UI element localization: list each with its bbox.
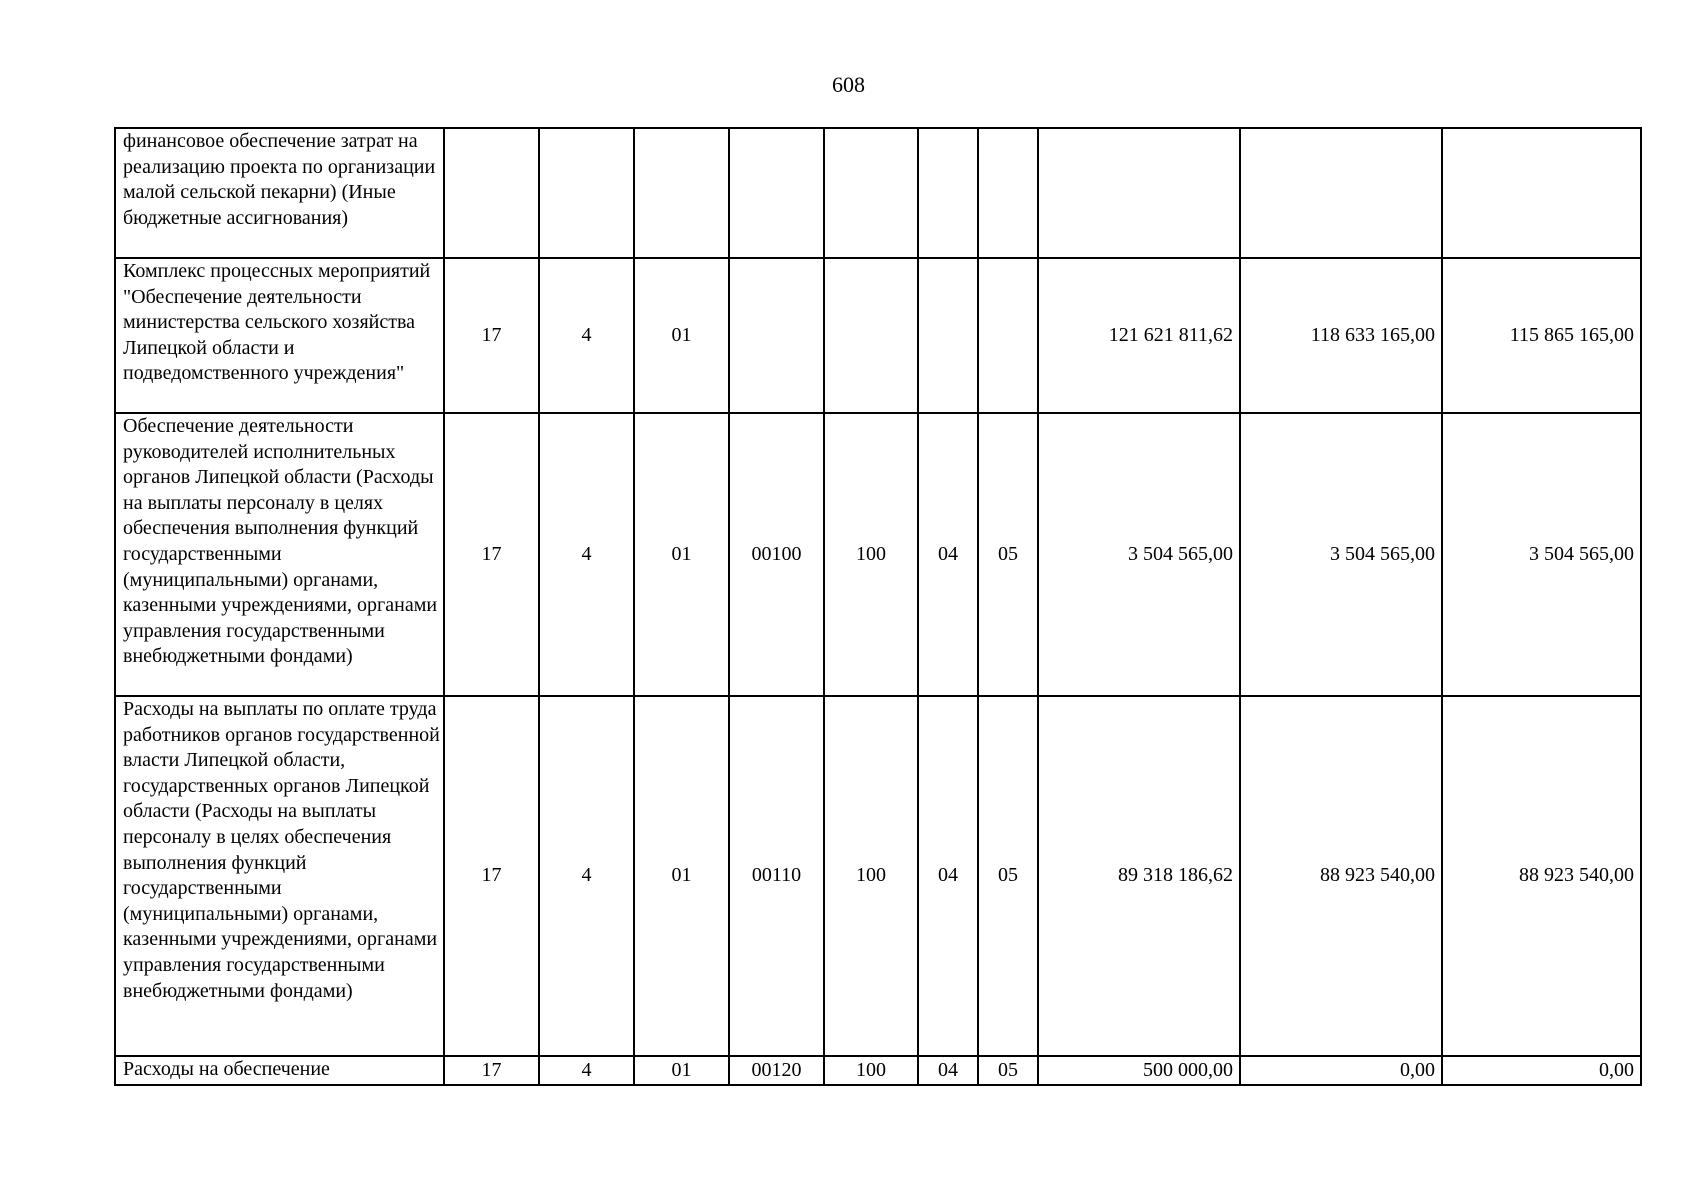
amount-3: 0,00 bbox=[1442, 1056, 1641, 1085]
amount-2: 88 923 540,00 bbox=[1240, 696, 1442, 1056]
code-gp bbox=[444, 128, 539, 258]
code-expense-type bbox=[824, 258, 918, 413]
code-direction: 00110 bbox=[729, 696, 824, 1056]
amount-1: 89 318 186,62 bbox=[1038, 696, 1240, 1056]
table-row bbox=[115, 413, 1641, 696]
code-direction: 00120 bbox=[729, 1056, 824, 1085]
amount-2: 118 633 165,00 bbox=[1240, 258, 1442, 413]
row-description: Обеспечение деятельности руководителей исполнительных органов Липецкой области (Расходы на выплаты персоналу в целях обеспечения выполнения функций государственными (муниципальными) органами, казенными учреждениями, органами управления государственными внебюджетными фондами) bbox=[115, 413, 444, 696]
code-subsection: 05 bbox=[978, 413, 1038, 696]
code-expense-type: 100 bbox=[824, 1056, 918, 1085]
code-section bbox=[918, 128, 978, 258]
code-structure: 01 bbox=[634, 1056, 729, 1085]
amount-1 bbox=[1038, 128, 1240, 258]
amount-2 bbox=[1240, 128, 1442, 258]
row-description: Комплекс процессных мероприятий "Обеспечение деятельности министерства сельского хозяйства Липецкой области и подведомственного учреждения" bbox=[115, 258, 444, 413]
row-description: финансовое обеспечение затрат на реализацию проекта по организации малой сельской пекарни) (Иные бюджетные ассигнования) bbox=[115, 128, 444, 258]
table-row bbox=[115, 258, 1641, 413]
code-gp: 17 bbox=[444, 258, 539, 413]
code-type: 4 bbox=[539, 1056, 634, 1085]
page-number: 608 bbox=[832, 72, 865, 97]
code-gp: 17 bbox=[444, 413, 539, 696]
code-section: 04 bbox=[918, 413, 978, 696]
code-direction bbox=[729, 258, 824, 413]
budget-table bbox=[114, 127, 1642, 1086]
amount-3: 88 923 540,00 bbox=[1442, 696, 1641, 1056]
code-expense-type bbox=[824, 128, 918, 258]
row-description: Расходы на выплаты по оплате труда работников органов государственной власти Липецкой области, государственных органов Липецкой области (Расходы на выплаты персоналу в целях обеспечения выполнения функций государственными (муниципальными) органами, казенными учреждениями, органами управления государственными внебюджетными фондами) bbox=[115, 696, 444, 1056]
code-section: 04 bbox=[918, 1056, 978, 1085]
code-structure: 01 bbox=[634, 258, 729, 413]
code-subsection: 05 bbox=[978, 1056, 1038, 1085]
code-gp: 17 bbox=[444, 1056, 539, 1085]
amount-3: 3 504 565,00 bbox=[1442, 413, 1641, 696]
amount-1: 500 000,00 bbox=[1038, 1056, 1240, 1085]
code-section bbox=[918, 258, 978, 413]
code-subsection bbox=[978, 258, 1038, 413]
amount-1: 121 621 811,62 bbox=[1038, 258, 1240, 413]
code-direction bbox=[729, 128, 824, 258]
code-direction: 00100 bbox=[729, 413, 824, 696]
code-type: 4 bbox=[539, 413, 634, 696]
amount-2: 3 504 565,00 bbox=[1240, 413, 1442, 696]
table-row bbox=[115, 1056, 1641, 1085]
table-row bbox=[115, 696, 1641, 1056]
code-gp: 17 bbox=[444, 696, 539, 1056]
code-structure: 01 bbox=[634, 696, 729, 1056]
code-expense-type: 100 bbox=[824, 696, 918, 1056]
amount-1: 3 504 565,00 bbox=[1038, 413, 1240, 696]
amount-3 bbox=[1442, 128, 1641, 258]
code-type: 4 bbox=[539, 696, 634, 1056]
code-structure bbox=[634, 128, 729, 258]
code-section: 04 bbox=[918, 696, 978, 1056]
amount-2: 0,00 bbox=[1240, 1056, 1442, 1085]
code-type bbox=[539, 128, 634, 258]
code-expense-type: 100 bbox=[824, 413, 918, 696]
amount-3: 115 865 165,00 bbox=[1442, 258, 1641, 413]
code-subsection: 05 bbox=[978, 696, 1038, 1056]
row-description: Расходы на обеспечение bbox=[115, 1056, 444, 1085]
code-type: 4 bbox=[539, 258, 634, 413]
code-subsection bbox=[978, 128, 1038, 258]
table-row bbox=[115, 128, 1641, 258]
code-structure: 01 bbox=[634, 413, 729, 696]
